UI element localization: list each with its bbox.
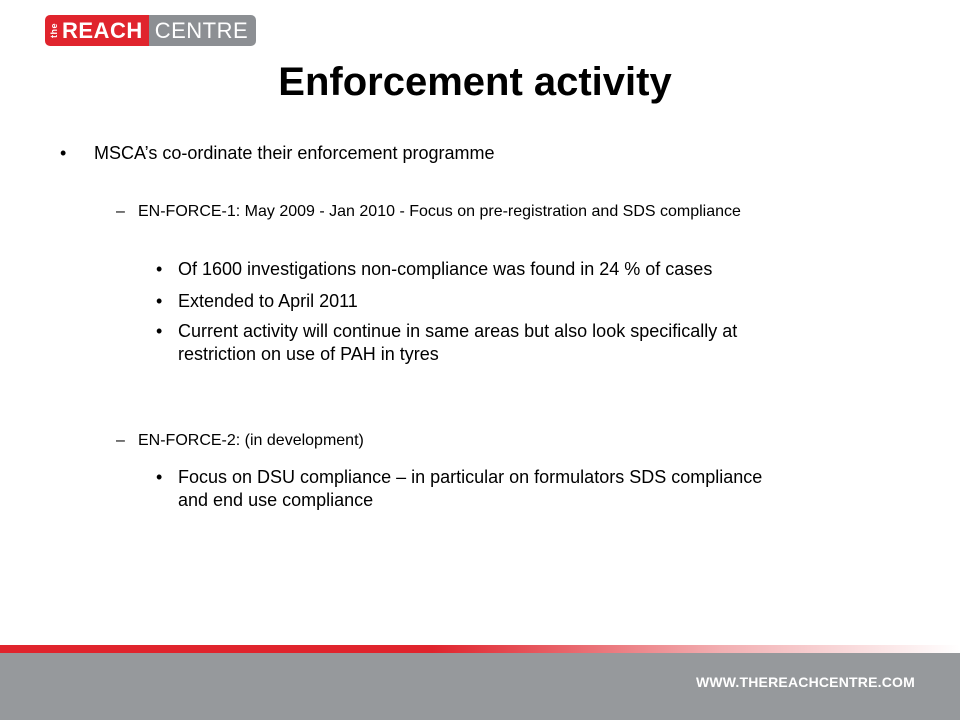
reach-centre-logo (45, 15, 256, 46)
bullet-icon: • (156, 291, 163, 311)
item-dsu-line2: and end use compliance (178, 490, 374, 510)
point-msca: MSCA’s co-ordinate their enforcement programme (94, 143, 495, 163)
item-current-activity-line2: restriction on use of PAH in tyres (178, 344, 439, 364)
bullet-icon: • (156, 259, 163, 279)
item-dsu-line1: Focus on DSU compliance – in particular on formulators SDS compliance (178, 467, 763, 487)
logo-reach-text: REACH (62, 17, 143, 43)
sub-point-en-force-2: EN-FORCE-2: (in development) (138, 432, 364, 449)
logo-the-text: the (49, 23, 59, 38)
item-current-activity-line1: Current activity will continue in same areas but also look specifically at (178, 321, 738, 341)
bullet-icon: • (156, 321, 163, 341)
logo-grey-block (149, 15, 256, 46)
slide-title: Enforcement activity (278, 60, 672, 104)
logo-red-block (45, 15, 149, 46)
footer-red-stripe (0, 645, 960, 653)
logo-centre-text: CENTRE (154, 17, 249, 43)
sub-point-en-force-1: EN-FORCE-1: May 2009 - Jan 2010 - Focus on pre-registration and SDS compliance (138, 203, 741, 220)
item-investigations: Of 1600 investigations non-compliance was found in 24 % of cases (178, 259, 713, 279)
item-extended: Extended to April 2011 (178, 291, 358, 311)
dash-icon: – (116, 203, 125, 220)
bullet-icon: • (156, 467, 163, 487)
dash-icon: – (116, 432, 125, 449)
footer-website-link[interactable]: WWW.THEREACHCENTRE.COM (695, 674, 915, 690)
bullet-icon: • (60, 143, 67, 163)
